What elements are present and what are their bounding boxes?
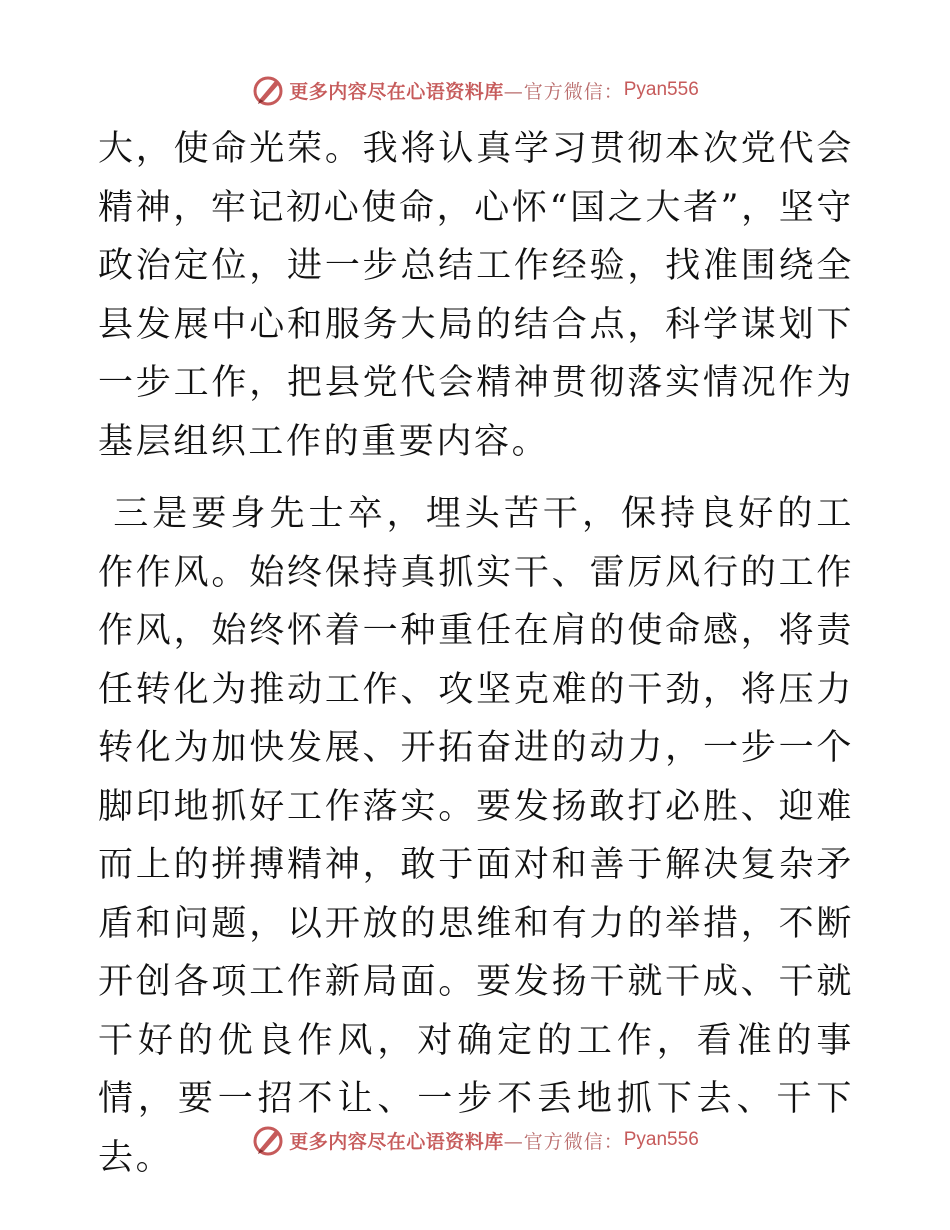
paragraph-2: 三是要身先士卒，埋头苦干，保持良好的工作作风。始终保持真抓实干、雷厉风行的工作作风，始终怀着一种重任在肩的使命感，将责任转化为推动工作、攻坚克难的干劲，将压力转化为加快发展、开拓奋进的动力，一步一个脚印地抓好工作落实。要发扬敢打必胜、迎难而上的拼搏精神，敢于面对和善于解决复杂矛盾和问题，以开放的思维和有力的举措，不断开创各项工作新局面。要发扬干就干成、干就干好的优良作风，对确定的工作，看准的事情，要一招不让、一步不丢地抓下去、干下去。	[98, 494, 854, 1178]
header-banner-separator: —官方微信：	[503, 80, 624, 103]
pen-circle-logo-icon	[251, 73, 285, 107]
header-banner-wechat-id: Pyan556	[623, 79, 699, 100]
footer-banner-wechat-id: Pyan556	[623, 1129, 699, 1150]
pen-circle-logo-icon	[251, 1123, 285, 1157]
footer-banner-title: 更多内容尽在心语资料库	[289, 1130, 504, 1153]
footer-banner	[0, 1120, 950, 1160]
header-banner	[0, 70, 950, 110]
paragraph-1: 大，使命光荣。我将认真学习贯彻本次党代会精神，牢记初心使命，心怀“国之大者”，坚守政治定位，进一步总结工作经验，找准围绕全县发展中心和服务大局的结合点，科学谋划下一步工作，把县党代会精神贯彻落实情况作为基层组织工作的重要内容。	[98, 129, 854, 462]
header-banner-title: 更多内容尽在心语资料库	[289, 80, 504, 103]
document-body	[98, 120, 854, 1187]
footer-banner-separator: —官方微信：	[503, 1130, 624, 1153]
